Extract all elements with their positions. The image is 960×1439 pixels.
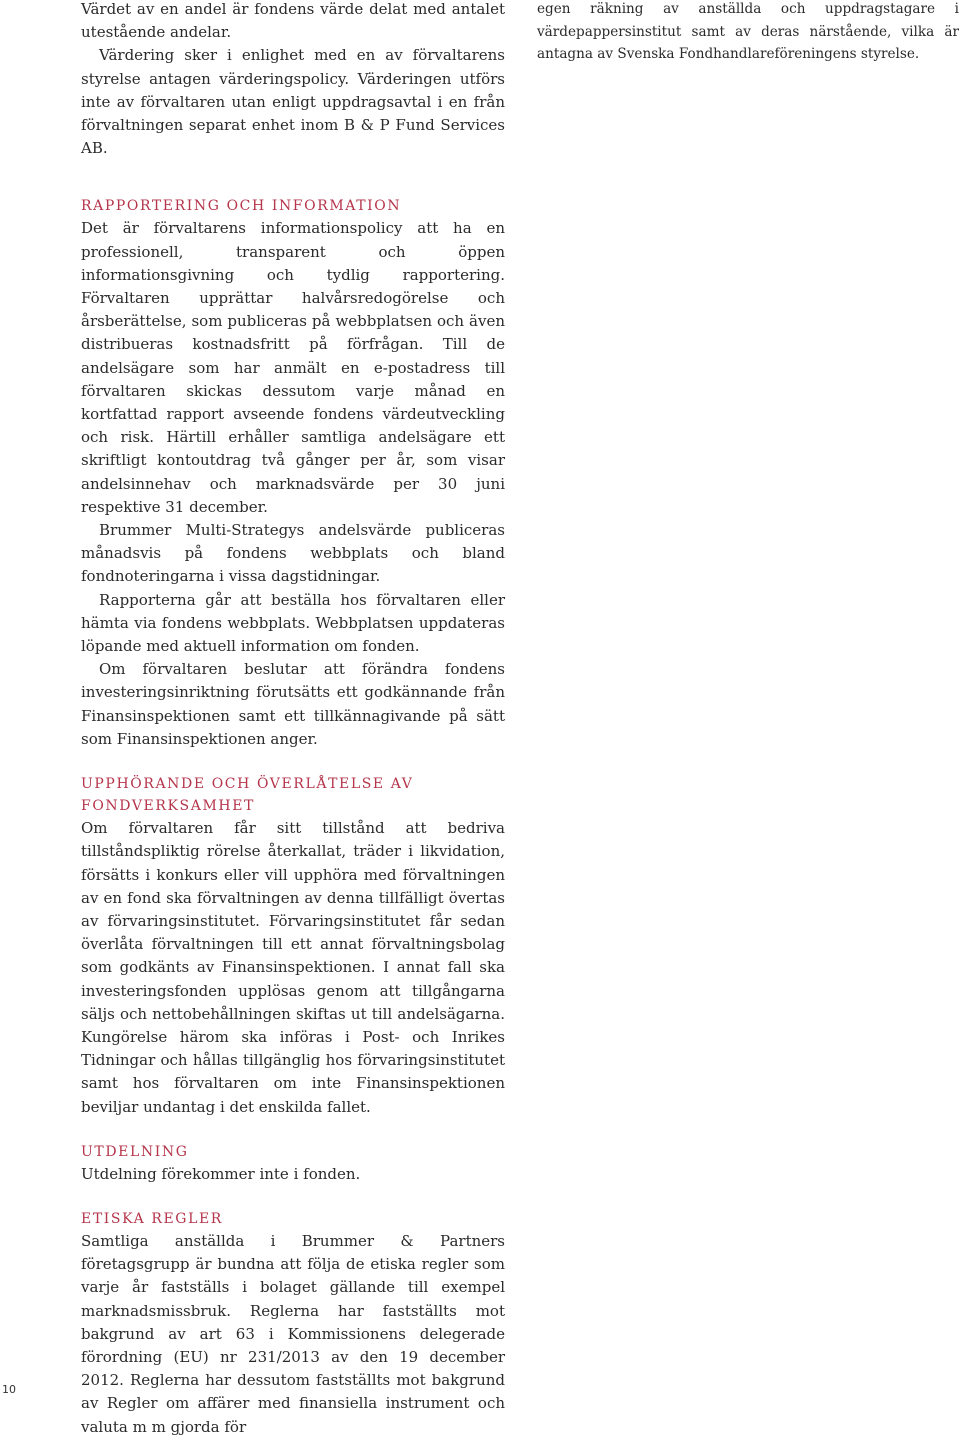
section-heading: ETISKA REGLER: [81, 1210, 223, 1227]
section-paragraph: Samtliga anställda i Brummer & Partners företagsgrupp är bundna att följa de etiska regler som varje år fastställs i bolaget gällande till exempel marknadsmissbruk. Reglerna har fastställts mot bakgrund av art 63 i Kommissionens delegerade förordning (EU) nr 231/2013 av den 19 december 2012. Reglerna har dessutom fastställts mot bakgrund av Regler om affärer med finansiella instrument och valuta m m gjorda för: [81, 1231, 505, 1436]
left-column: [81, 0, 505, 1439]
section-paragraph: Brummer Multi-Strategys andelsvärde publiceras månadsvis på fondens webbplats och bland fondnoteringarna i vissa dagstidningar.: [81, 521, 505, 586]
section-reporting: [81, 195, 505, 751]
section-distribution: [81, 1141, 505, 1186]
page-number: 10: [2, 1383, 16, 1396]
intro-paragraph: Värdet av en andel är fondens värde delat med antalet utestående andelar.: [81, 0, 505, 42]
section-paragraph: Utdelning förekommer inte i fonden.: [81, 1164, 361, 1183]
section-paragraph: Om förvaltaren beslutar att förändra fondens investeringsinriktning förutsätts ett godkännande från Finansinspektionen samt ett tillkännagivande på sätt som Finansinspektionen anger.: [81, 660, 505, 748]
section-ethics: [81, 1208, 505, 1439]
section-paragraph: Det är förvaltarens informationspolicy att ha en professionell, transparent och öppen informationsgivning och tydlig rapportering. Förvaltaren upprättar halvårsredogörelse och årsberättelse, som publiceras på webbplatsen och även distribueras kostnadsfritt på förfrågan. Till de andelsägare som har anmält en e-postadress till förvaltaren skickas dessutom varje månad en kortfattad rapport avseende fondens värdeutveckling och risk. Härtill erhåller samtliga andelsägare ett skriftligt kontoutdrag två gånger per år, som visar andelsinnehav och marknadsvärde per 30 juni respektive 31 december.: [81, 219, 505, 516]
valuation-paragraph: Värdering sker i enlighet med en av förvaltarens styrelse antagen värderingspolicy. Värderingen utförs inte av förvaltaren utan enligt uppdragsavtal i en från förvaltningen separat enhet inom B & P Fund Services AB.: [81, 46, 505, 158]
continuation-paragraph: egen räkning av anställda och uppdragstagare i värdepappersinstitut samt av deras närstående, vilka är antagna av Svenska Fondhandlareföreningens styrelse.: [537, 1, 959, 63]
section-heading: UPPHÖRANDE OCH ÖVERLÅTELSE AV FONDVERKSAMHET: [81, 776, 414, 815]
section-paragraph: Rapporterna går att beställa hos förvaltaren eller hämta via fondens webbplats. Webbplatsen uppdateras löpande med aktuell information om fonden.: [81, 590, 505, 656]
right-column: [537, 0, 959, 66]
section-paragraph: Om förvaltaren får sitt tillstånd att bedriva tillståndspliktig rörelse återkallat, träder i likvidation, försätts i konkurs eller vill upphöra med förvaltningen av en fond ska förvaltningen av denna tillfälligt övertas av förvaringsinstitutet. Förvaringsinstitutet får sedan överlåta förvaltningen till ett annat förvaltningsbolag som godkänts av Finansinspektionen. I annat fall ska investeringsfonden upplösas genom att tillgångarna säljs och nettobehållningen skiftas ut till andelsägarna. Kungörelse härom ska införas i Post- och Inrikes Tidningar och hållas tillgänglig hos förvaringsinstitutet samt hos förvaltaren om inte Finansinspektionen beviljar undantag i det enskilda fallet.: [81, 819, 505, 1116]
section-termination: [81, 773, 505, 1119]
section-heading: UTDELNING: [81, 1143, 189, 1160]
section-heading: RAPPORTERING OCH INFORMATION: [81, 198, 402, 215]
